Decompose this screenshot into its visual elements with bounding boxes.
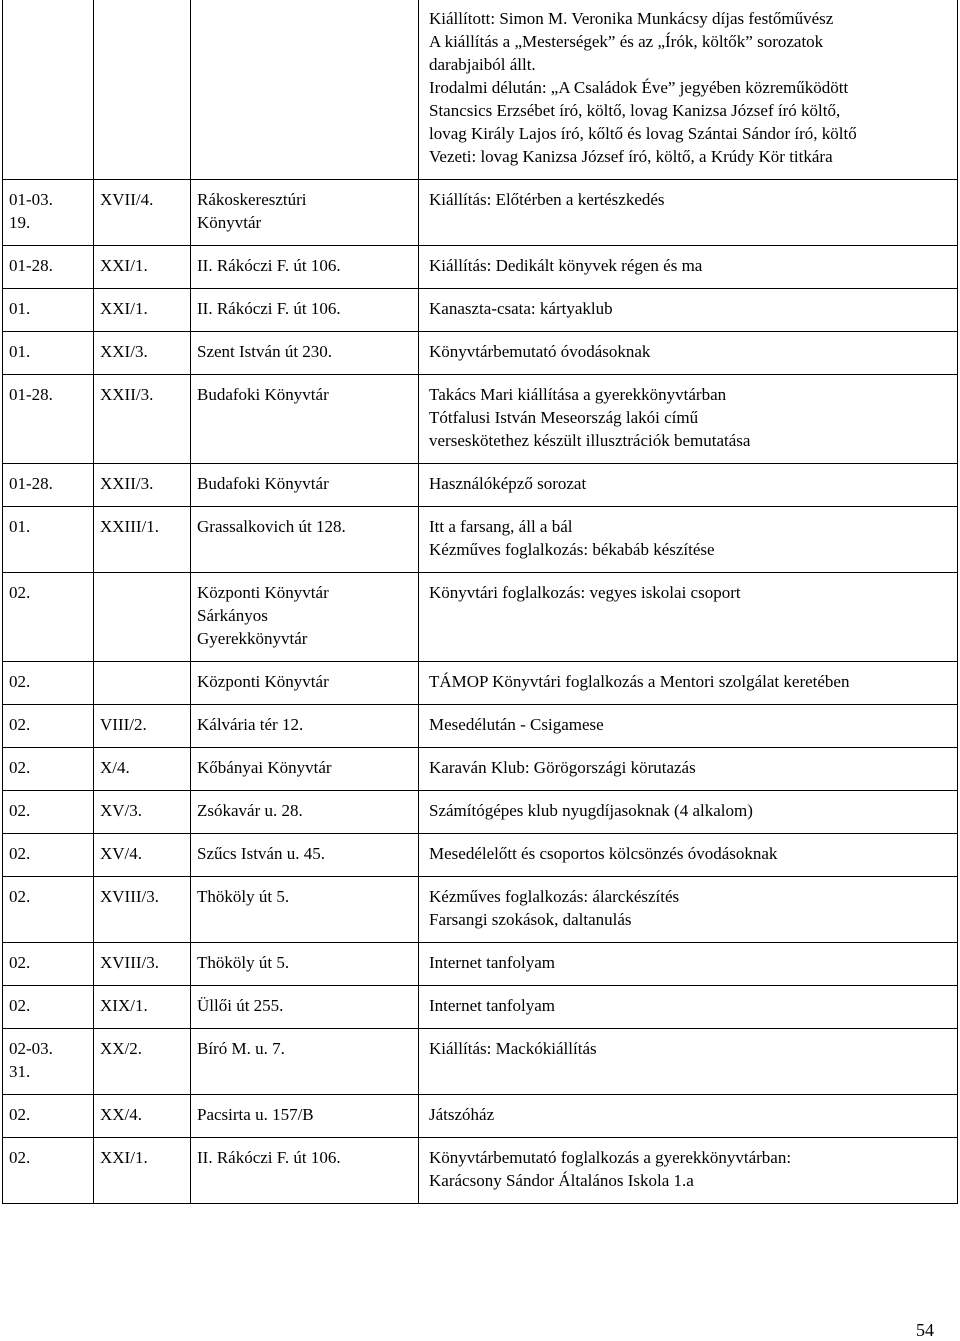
venue-text: Budafoki Könyvtár bbox=[197, 385, 329, 404]
venue-text: Kálvária tér 12. bbox=[197, 715, 304, 734]
date-cell bbox=[3, 662, 94, 705]
date-cell bbox=[3, 0, 94, 180]
description-cell bbox=[419, 662, 958, 705]
venue-cell bbox=[191, 705, 419, 748]
description-text: Vezeti: lovag Kanizsa József író, költő, a Krúdy Kör titkára bbox=[429, 147, 833, 166]
venue-cell bbox=[191, 464, 419, 507]
description-text: verseskötethez készült illusztrációk bemutatása bbox=[429, 431, 751, 450]
description-text: Tótfalusi István Meseország lakói című bbox=[429, 408, 699, 427]
table-row bbox=[3, 791, 958, 834]
district-text: XXI/3. bbox=[100, 342, 148, 361]
venue-text: Budafoki Könyvtár bbox=[197, 474, 329, 493]
venue-cell bbox=[191, 834, 419, 877]
date-text: 02. bbox=[9, 715, 31, 734]
date-cell bbox=[3, 332, 94, 375]
district-text: XX/2. bbox=[100, 1039, 143, 1058]
description-text: Kézműves foglalkozás: békabáb készítése bbox=[429, 540, 715, 559]
description-cell bbox=[419, 877, 958, 943]
date-cell bbox=[3, 834, 94, 877]
venue-text: Bíró M. u. 7. bbox=[197, 1039, 285, 1058]
date-text: 01. bbox=[9, 342, 31, 361]
description-text: Farsangi szokások, daltanulás bbox=[429, 910, 632, 929]
venue-cell bbox=[191, 507, 419, 573]
district-text: XX/4. bbox=[100, 1105, 143, 1124]
venue-cell bbox=[191, 1138, 419, 1204]
date-cell bbox=[3, 289, 94, 332]
date-text: 01-03. bbox=[9, 190, 53, 209]
venue-text: Szent István út 230. bbox=[197, 342, 333, 361]
district-cell bbox=[94, 748, 191, 791]
table-row bbox=[3, 375, 958, 464]
description-cell bbox=[419, 332, 958, 375]
district-cell bbox=[94, 986, 191, 1029]
description-text: Játszóház bbox=[429, 1105, 495, 1124]
date-text: 02. bbox=[9, 801, 31, 820]
date-text: 02. bbox=[9, 1105, 31, 1124]
venue-text: Zsókavár u. 28. bbox=[197, 801, 303, 820]
description-cell bbox=[419, 1138, 958, 1204]
date-text: 01-28. bbox=[9, 385, 53, 404]
description-text: Kiállítás: Előtérben a kertészkedés bbox=[429, 190, 665, 209]
district-cell bbox=[94, 375, 191, 464]
district-cell bbox=[94, 573, 191, 662]
date-text: 01-28. bbox=[9, 256, 53, 275]
venue-text: Gyerekkönyvtár bbox=[197, 629, 308, 648]
description-text: Könyvtári foglalkozás: vegyes iskolai csoport bbox=[429, 583, 741, 602]
description-text: Kézműves foglalkozás: álarckészítés bbox=[429, 887, 680, 906]
district-cell bbox=[94, 507, 191, 573]
venue-cell bbox=[191, 0, 419, 180]
venue-text: Üllői út 255. bbox=[197, 996, 284, 1015]
venue-text: Szűcs István u. 45. bbox=[197, 844, 325, 863]
district-text: XVII/4. bbox=[100, 190, 154, 209]
district-text: XXI/1. bbox=[100, 1148, 148, 1167]
table-row bbox=[3, 877, 958, 943]
description-text: Mesedélelőtt és csoportos kölcsönzés óvodásoknak bbox=[429, 844, 778, 863]
description-text: darabjaiból állt. bbox=[429, 55, 536, 74]
table-row bbox=[3, 464, 958, 507]
district-cell bbox=[94, 180, 191, 246]
venue-text: Thököly út 5. bbox=[197, 953, 290, 972]
district-cell bbox=[94, 834, 191, 877]
venue-cell bbox=[191, 1029, 419, 1095]
venue-cell bbox=[191, 375, 419, 464]
date-cell bbox=[3, 1095, 94, 1138]
venue-text: Könyvtár bbox=[197, 213, 262, 232]
district-cell bbox=[94, 1095, 191, 1138]
date-text: 02. bbox=[9, 996, 31, 1015]
description-cell bbox=[419, 0, 958, 180]
date-text: 02. bbox=[9, 672, 31, 691]
description-text: Használóképző sorozat bbox=[429, 474, 587, 493]
date-cell bbox=[3, 375, 94, 464]
table-row bbox=[3, 943, 958, 986]
date-cell bbox=[3, 180, 94, 246]
venue-text: Kőbányai Könyvtár bbox=[197, 758, 332, 777]
date-text: 02. bbox=[9, 844, 31, 863]
district-cell bbox=[94, 662, 191, 705]
description-cell bbox=[419, 986, 958, 1029]
venue-text: Thököly út 5. bbox=[197, 887, 290, 906]
venue-cell bbox=[191, 246, 419, 289]
venue-cell bbox=[191, 332, 419, 375]
description-text: Takács Mari kiállítása a gyerekkönyvtárban bbox=[429, 385, 727, 404]
district-cell bbox=[94, 705, 191, 748]
district-text: XXI/1. bbox=[100, 256, 148, 275]
description-text: Számítógépes klub nyugdíjasoknak (4 alkalom) bbox=[429, 801, 753, 820]
date-text: 02. bbox=[9, 1148, 31, 1167]
venue-cell bbox=[191, 877, 419, 943]
district-cell bbox=[94, 464, 191, 507]
district-text: VIII/2. bbox=[100, 715, 147, 734]
table-row bbox=[3, 1095, 958, 1138]
venue-text: II. Rákóczi F. út 106. bbox=[197, 256, 341, 275]
description-text: Könyvtárbemutató óvodásoknak bbox=[429, 342, 651, 361]
date-text: 02. bbox=[9, 583, 31, 602]
venue-text: Sárkányos bbox=[197, 606, 268, 625]
date-text: 01-28. bbox=[9, 474, 53, 493]
district-cell bbox=[94, 1138, 191, 1204]
date-cell bbox=[3, 246, 94, 289]
district-text: XXIII/1. bbox=[100, 517, 160, 536]
description-cell bbox=[419, 705, 958, 748]
date-text: 01. bbox=[9, 517, 31, 536]
description-text: Kiállított: Simon M. Veronika Munkácsy díjas festőművész bbox=[429, 9, 834, 28]
description-text: Mesedélután - Csigamese bbox=[429, 715, 604, 734]
district-cell bbox=[94, 289, 191, 332]
description-cell bbox=[419, 573, 958, 662]
description-cell bbox=[419, 289, 958, 332]
district-cell bbox=[94, 791, 191, 834]
date-text: 02. bbox=[9, 887, 31, 906]
date-cell bbox=[3, 1029, 94, 1095]
description-text: Itt a farsang, áll a bál bbox=[429, 517, 573, 536]
description-cell bbox=[419, 834, 958, 877]
venue-cell bbox=[191, 791, 419, 834]
description-cell bbox=[419, 791, 958, 834]
venue-cell bbox=[191, 573, 419, 662]
venue-text: Pacsirta u. 157/B bbox=[197, 1105, 314, 1124]
date-text: 02. bbox=[9, 953, 31, 972]
district-cell bbox=[94, 246, 191, 289]
district-text: XV/3. bbox=[100, 801, 143, 820]
district-cell bbox=[94, 1029, 191, 1095]
district-cell bbox=[94, 332, 191, 375]
venue-cell bbox=[191, 662, 419, 705]
description-cell bbox=[419, 1095, 958, 1138]
date-cell bbox=[3, 464, 94, 507]
table-row bbox=[3, 662, 958, 705]
date-text: 01. bbox=[9, 299, 31, 318]
table-row bbox=[3, 834, 958, 877]
description-text: Internet tanfolyam bbox=[429, 996, 556, 1015]
description-cell bbox=[419, 507, 958, 573]
table-row bbox=[3, 289, 958, 332]
venue-text: Központi Könyvtár bbox=[197, 583, 329, 602]
date-cell bbox=[3, 791, 94, 834]
description-cell bbox=[419, 1029, 958, 1095]
venue-cell bbox=[191, 748, 419, 791]
district-text: XXII/3. bbox=[100, 474, 154, 493]
district-text: XVIII/3. bbox=[100, 953, 160, 972]
table-row bbox=[3, 507, 958, 573]
table-row bbox=[3, 986, 958, 1029]
district-text: X/4. bbox=[100, 758, 130, 777]
table-row bbox=[3, 573, 958, 662]
venue-text: Rákoskeresztúri bbox=[197, 190, 307, 209]
district-cell bbox=[94, 877, 191, 943]
date-text: 02. bbox=[9, 758, 31, 777]
venue-cell bbox=[191, 180, 419, 246]
date-cell bbox=[3, 507, 94, 573]
district-cell bbox=[94, 0, 191, 180]
district-text: XXI/1. bbox=[100, 299, 148, 318]
description-cell bbox=[419, 246, 958, 289]
venue-text: Központi Könyvtár bbox=[197, 672, 329, 691]
page-number: 54 bbox=[916, 1320, 934, 1340]
description-text: Karácsony Sándor Általános Iskola 1.a bbox=[429, 1171, 694, 1190]
venue-cell bbox=[191, 943, 419, 986]
district-cell bbox=[94, 943, 191, 986]
description-text: Internet tanfolyam bbox=[429, 953, 556, 972]
venue-cell bbox=[191, 986, 419, 1029]
description-cell bbox=[419, 943, 958, 986]
venue-text: II. Rákóczi F. út 106. bbox=[197, 299, 341, 318]
description-text: TÁMOP Könyvtári foglalkozás a Mentori szolgálat keretében bbox=[429, 672, 850, 691]
date-cell bbox=[3, 943, 94, 986]
date-cell bbox=[3, 573, 94, 662]
description-text: Karaván Klub: Görögországi körutazás bbox=[429, 758, 696, 777]
description-text: Irodalmi délután: „A Családok Éve” jegyében közreműködött bbox=[429, 78, 849, 97]
date-cell bbox=[3, 1138, 94, 1204]
description-text: Kiállítás: Mackókiállítás bbox=[429, 1039, 597, 1058]
date-cell bbox=[3, 986, 94, 1029]
description-text: Kanaszta-csata: kártyaklub bbox=[429, 299, 613, 318]
table-row bbox=[3, 246, 958, 289]
table-row bbox=[3, 180, 958, 246]
date-text: 31. bbox=[9, 1062, 31, 1081]
description-cell bbox=[419, 180, 958, 246]
description-cell bbox=[419, 748, 958, 791]
venue-text: Grassalkovich út 128. bbox=[197, 517, 346, 536]
description-cell bbox=[419, 464, 958, 507]
description-text: Stancsics Erzsébet író, költő, lovag Kanizsa József író költő, bbox=[429, 101, 841, 120]
table-row bbox=[3, 748, 958, 791]
venue-cell bbox=[191, 289, 419, 332]
table-row bbox=[3, 1138, 958, 1204]
district-text: XIX/1. bbox=[100, 996, 148, 1015]
table-row bbox=[3, 332, 958, 375]
description-cell bbox=[419, 375, 958, 464]
district-text: XVIII/3. bbox=[100, 887, 160, 906]
description-text: A kiállítás a „Mesterségek” és az „Írók, költők” sorozatok bbox=[429, 32, 824, 51]
events-table bbox=[2, 0, 958, 1204]
venue-text: II. Rákóczi F. út 106. bbox=[197, 1148, 341, 1167]
date-text: 02-03. bbox=[9, 1039, 53, 1058]
district-text: XXII/3. bbox=[100, 385, 154, 404]
events-table-body bbox=[3, 0, 958, 1204]
district-text: XV/4. bbox=[100, 844, 143, 863]
description-text: Kiállítás: Dedikált könyvek régen és ma bbox=[429, 256, 703, 275]
description-text: lovag Király Lajos író, kőltő és lovag Szántai Sándor író, költő bbox=[429, 124, 857, 143]
date-text: 19. bbox=[9, 213, 31, 232]
date-cell bbox=[3, 705, 94, 748]
table-row bbox=[3, 0, 958, 180]
description-text: Könyvtárbemutató foglalkozás a gyerekkönyvtárban: bbox=[429, 1148, 792, 1167]
venue-cell bbox=[191, 1095, 419, 1138]
date-cell bbox=[3, 748, 94, 791]
table-row bbox=[3, 705, 958, 748]
date-cell bbox=[3, 877, 94, 943]
table-row bbox=[3, 1029, 958, 1095]
